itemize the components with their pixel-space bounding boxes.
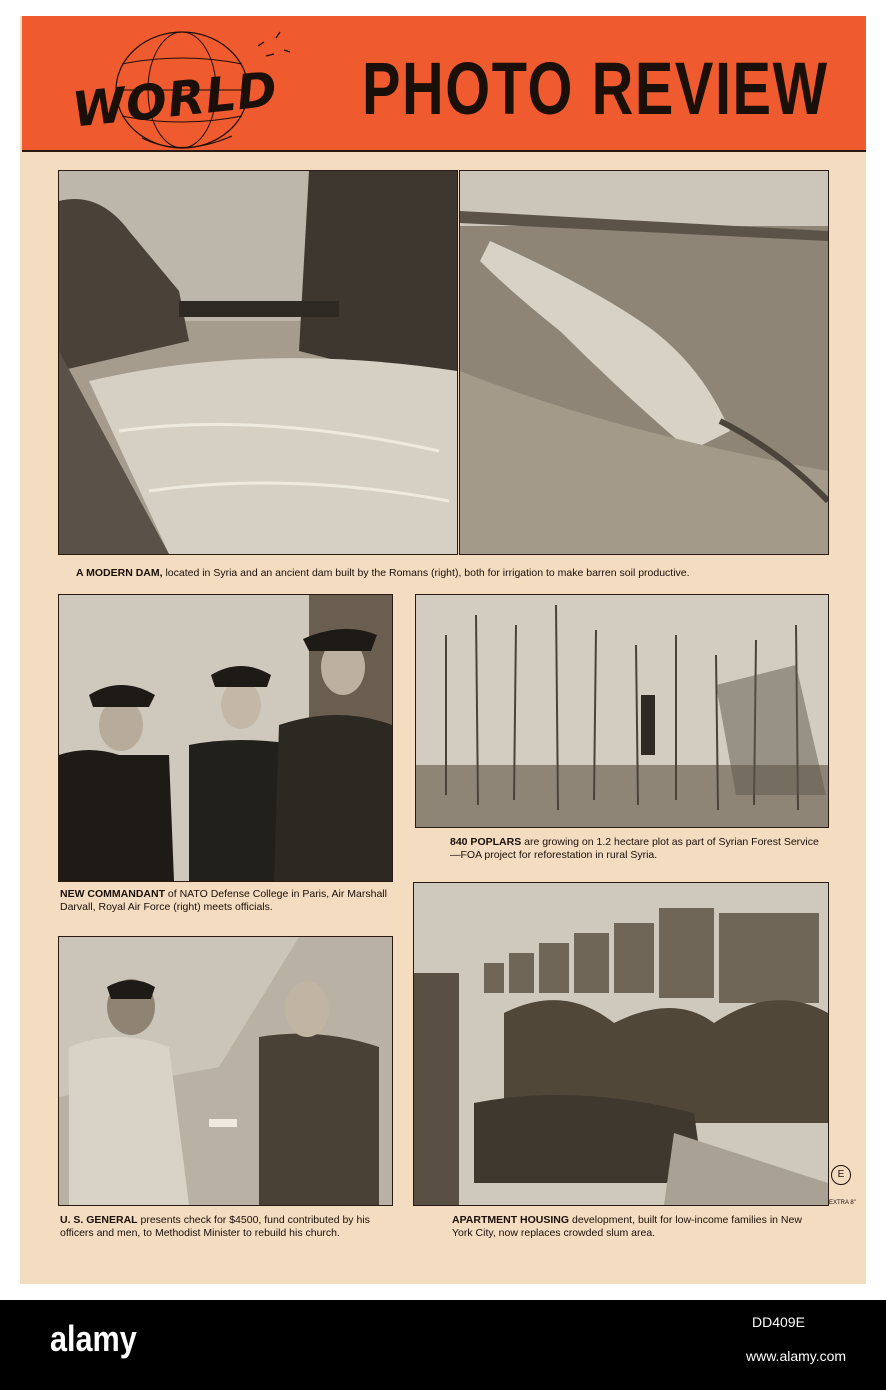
caption-lead: APARTMENT HOUSING (452, 1214, 570, 1226)
footer-brand: alamy (50, 1318, 137, 1359)
world-logo (62, 28, 302, 158)
caption-lead: 840 POPLARS (450, 836, 522, 848)
footer-url: www.alamy.com (746, 1348, 847, 1364)
caption-text: are growing on 1.2 hectare plot as part of Syrian Forest Service—FOA project for reforestation in rural Syria. (450, 836, 819, 861)
caption-dam (76, 567, 836, 580)
page-title: PHOTO REVIEW (362, 47, 829, 130)
caption-lead: A MODERN DAM, (76, 567, 163, 579)
photo-apartment-housing (413, 882, 829, 1206)
caption-lead: NEW COMMANDANT (60, 888, 165, 900)
caption-text: development, built for low-income families in New York City, now replaces crowded slum area. (452, 1214, 802, 1239)
caption-text: presents check for $4500, fund contributed by his officers and men, to Methodist Minister to rebuild his church. (60, 1214, 370, 1239)
photo-roman-dam (459, 170, 829, 555)
caption-text: of NATO Defense College in Paris, Air Marshall Darvall, Royal Air Force (right) meets officials. (60, 888, 387, 913)
caption-text: located in Syria and an ancient dam built by the Romans (right), both for irrigation to make barren soil productive. (162, 567, 690, 579)
caption-poplars (450, 836, 820, 862)
caption-general (60, 1214, 395, 1240)
footer-image-id: DD409E (752, 1314, 805, 1330)
edition-label: EXTRA 8" (829, 1200, 856, 1206)
watermark-footer (0, 1300, 886, 1390)
world-logo-text: WORLD (69, 61, 281, 139)
poster-sheet (20, 16, 866, 1284)
photo-modern-dam (58, 170, 458, 555)
edition-circle-mark: E (831, 1165, 851, 1185)
caption-lead: U. S. GENERAL (60, 1214, 138, 1226)
caption-nato (60, 888, 395, 914)
photo-poplars (415, 594, 829, 828)
photo-nato-officials (58, 594, 393, 882)
header-banner (22, 16, 866, 152)
photo-us-general (58, 936, 393, 1206)
caption-apartment (452, 1214, 822, 1240)
